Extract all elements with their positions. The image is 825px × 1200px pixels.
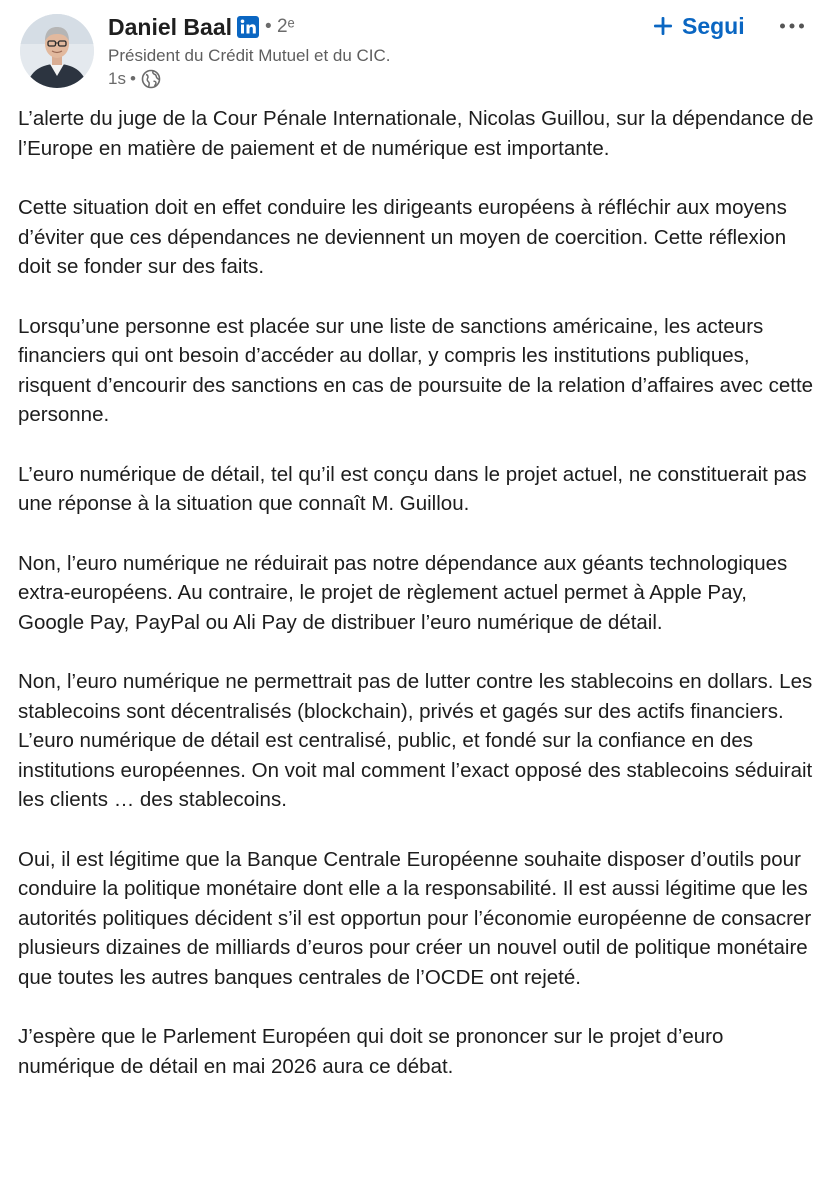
post-paragraph: L’alerte du juge de la Cour Pénale Internationale, Nicolas Guillou, sur la dépendance de l’Europe en matière de paiement et de numérique est importante. bbox=[18, 107, 814, 160]
author-name[interactable]: Daniel Baal bbox=[108, 13, 232, 40]
linkedin-icon bbox=[237, 16, 259, 38]
avatar-photo bbox=[20, 14, 94, 88]
post-paragraph: Oui, il est légitime que la Banque Centrale Européenne souhaite disposer d’outils pour conduire la politique monétaire dont elle a la responsabilité. Il est aussi légitime que les autorités politiques décident s’il est opportun pour l’économie européenne de consacrer plusieurs dizaines de milliards d’euros pour créer un nouvel outil de politique monétaire que toutes les autres banques centrales de l’OCDE ont rejeté. bbox=[18, 847, 812, 989]
post-paragraph: Lorsqu’une personne est placée sur une liste de sanctions américaine, les acteurs financiers qui ont besoin d’accéder au dollar, y compris les institutions publiques, risquent d’encourir des sanctions en cas de poursuite de la relation d’affaires avec cette personne. bbox=[18, 314, 814, 426]
post-paragraph: Cette situation doit en effet conduire les dirigeants européens à réfléchir aux moyens d’éviter que ces dépendances ne deviennent un moyen de coercition. Cette réflexion doit se fonder sur des faits. bbox=[18, 196, 787, 278]
post-paragraph: L’euro numérique de détail, tel qu’il est conçu dans le projet actuel, ne constituerait pas une réponse à la situation que connaît M. Guillou. bbox=[18, 462, 807, 515]
follow-label: Segui bbox=[682, 12, 745, 39]
post-body bbox=[18, 104, 814, 1111]
author-line bbox=[108, 12, 295, 42]
post-paragraph: J’espère que le Parlement Européen qui doit se prononcer sur le projet d’euro numérique de détail en mai 2026 aura ce débat. bbox=[18, 1025, 724, 1078]
post-paragraph: Non, l’euro numérique ne permettrait pas de lutter contre les stablecoins en dollars. Les stablecoins sont décentralisés (blockchain), privés et gagés sur des actifs financiers. L’euro numérique de détail est centralisé, public, et fondé sur la confiance en des institutions européennes. On voit mal comment l’exact opposé des stablecoins séduirait les clients … des stablecoins. bbox=[18, 670, 813, 811]
degree-value: 2ᵉ bbox=[276, 16, 295, 37]
follow-button[interactable] bbox=[652, 10, 745, 42]
connection-degree: • 2ᵉ bbox=[265, 16, 295, 37]
more-options-button[interactable] bbox=[774, 12, 810, 40]
post-header bbox=[0, 0, 825, 100]
meta-separator: • bbox=[129, 69, 136, 88]
author-headline: Président du Crédit Mutuel et du CIC. bbox=[108, 46, 391, 65]
post-time: 1s bbox=[108, 69, 126, 88]
avatar[interactable] bbox=[20, 14, 94, 88]
globe-icon bbox=[141, 69, 161, 89]
post-paragraph: Non, l’euro numérique ne réduirait pas notre dépendance aux géants technologiques extra-européens. Au contraire, le projet de règlement actuel permet à Apple Pay, Google Pay, PayPal ou Ali Pay de distribuer l’euro numérique de détail. bbox=[18, 551, 788, 634]
more-icon bbox=[779, 17, 805, 35]
post-meta bbox=[108, 67, 161, 91]
plus-icon bbox=[652, 15, 674, 37]
